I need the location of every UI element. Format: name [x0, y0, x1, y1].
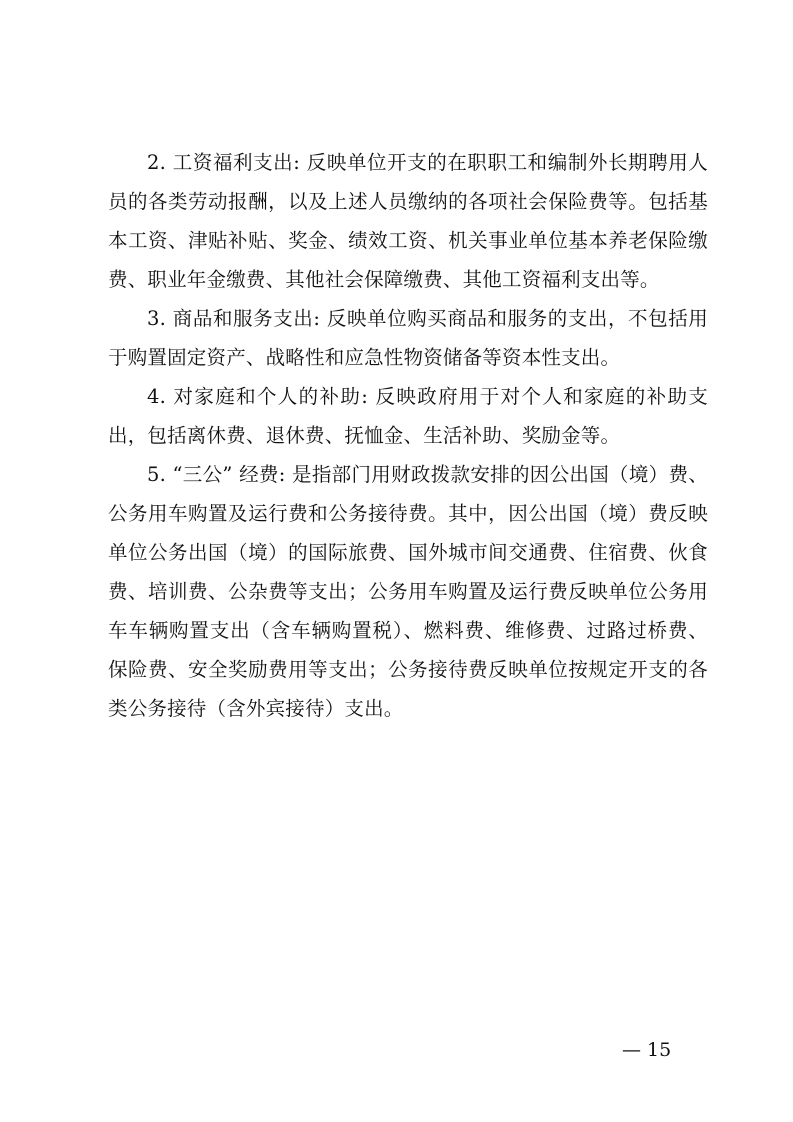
paragraph-wage-welfare: 2. 工资福利支出: 反映单位开支的在职职工和编制外长期聘用人员的各类劳动报酬，以及上述人员缴纳的各项社会保险费等。包括基本工资、津贴补贴、奖金、绩效工资、机关事业单位基本养老保险缴费、职业年金缴费、其他社会保障缴费、其他工资福利支出等。	[108, 151, 708, 291]
paragraph-goods-services: 3. 商品和服务支出: 反映单位购买商品和服务的支出，不包括用于购置固定资产、战略性和应急性物资储备等资本性支出。	[108, 307, 708, 369]
paragraph-three-public-expenses: 5. “三公” 经费: 是指部门用财政拨款安排的因公出国（境）费、公务用车购置及运行费和公务接待费。其中，因公出国（境）费反映单位公务出国（境）的国际旅费、国外城市间交通费、住宿费、伙食费、培训费、公杂费等支出；公务用车购置及运行费反映单位公务用车车辆购置支出（含车辆购置税）、燃料费、维修费、过路过桥费、保险费、安全奖励费用等支出；公务接待费反映单位按规定开支的各类公务接待（含外宾接待）支出。	[108, 463, 708, 720]
paragraph-household-subsidy: 4. 对家庭和个人的补助: 反映政府用于对个人和家庭的补助支出，包括离休费、退休费、抚恤金、生活补助、奖励金等。	[108, 385, 708, 447]
page-number: — 15	[622, 1039, 672, 1061]
body-text	[108, 143, 708, 728]
